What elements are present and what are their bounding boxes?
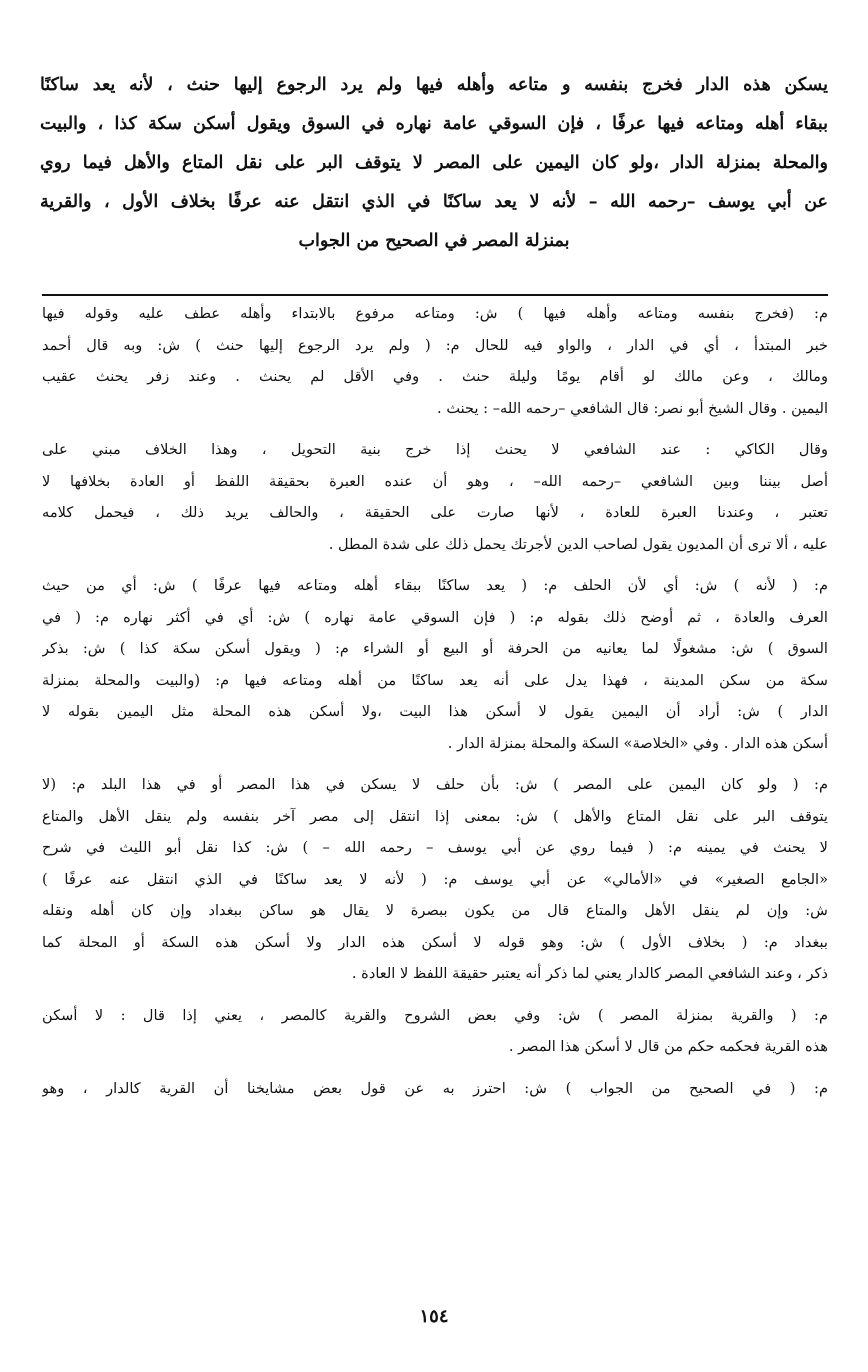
commentary-line: يتوقف البر على نقل المتاع والأهل ) ش: بمعنى إذا انتقل إلى مصر آخر بنفسه ولم ينقل الأهل والمتاع: [42, 807, 828, 825]
commentary-paragraph: [42, 1000, 828, 1063]
commentary-line: وقال الكاكي : عند الشافعي لا يحنث إذا خرج بنية التحويل ، وهذا الخلاف مبني على: [42, 441, 828, 458]
commentary-line: ومالك ، وعن مالك لو أقام يومًا وليلة حنث . وفي الأقل لم يحنث . وعند زفر يحنث عقيب: [42, 368, 828, 385]
main-text-line: والمحلة بمنزلة الدار ،ولو كان اليمين على المصر لا يتوقف البر على نقل المتاع والأهل فيما روي: [40, 153, 828, 173]
commentary-paragraph: [42, 1073, 828, 1105]
commentary-line: م: ( لأنه ) ش: أي لأن الحلف م: ( يعد ساكنًا ببقاء أهله ومتاعه فيها عرفًا ) ش: أي من حيث: [42, 577, 828, 594]
main-text-line: بمنزلة المصر في الصحيح من الجواب: [298, 231, 570, 251]
commentary-line: لا يحنث في يمينه م: ( فيما روي عن أبي يوسف – رحمه الله – ) ش: كذا نقل أبو الليث في شرح: [42, 839, 828, 856]
main-text-block: [40, 66, 828, 261]
commentary-paragraph: [42, 434, 828, 560]
commentary-paragraph: [42, 570, 828, 759]
commentary-line: اليمين . وقال الشيخ أبو نصر: قال الشافعي –رحمه الله– : يحنث .: [437, 399, 828, 417]
commentary-line: م: ( والقرية بمنزلة المصر ) ش: وفي بعض الشروح والقرية كالمصر ، يعني إذا قال : لا أسكن: [42, 1006, 828, 1024]
commentary-line: م: ( ولو كان اليمين على المصر ) ش: بأن حلف لا يسكن في هذا المصر أو في هذا البلد م: (لا: [42, 776, 828, 793]
commentary-line: ش: وإن لم ينقل الأهل والمتاع قال من يكون ببصرة لا يقال هو ساكن ببغداد وإن كان أهله ونقله: [42, 902, 828, 919]
main-text-line: ببقاء أهله ومتاعه فيها عرفًا ، فإن السوقي عامة نهاره في السوق ويقول أسكن سكة كذا ، والبيت: [40, 114, 828, 134]
main-text-line: يسكن هذه الدار فخرج بنفسه و متاعه وأهله فيها ولم يرد الرجوع إليها حنث ، لأنه يعد ساكنًا: [40, 75, 828, 95]
commentary-line: هذه القرية فحكمه حكم من قال لا أسكن هذا المصر .: [508, 1038, 828, 1055]
commentary-line: ذكر ، وعند الشافعي المصر كالدار يعني لما ذكر أنه يعتبر حقيقة اللفظ لا العادة .: [351, 965, 828, 982]
commentary-line: أصل بيننا وبين الشافعي –رحمه الله– ، وهو أن عنده العبرة بحقيقة اللفظ أو العادة بخلافها لا: [42, 472, 828, 490]
commentary-line: م: (فخرج بنفسه ومتاعه وأهله فيها ) ش: ومتاعه مرفوع بالابتداء وأهله عطف عليه وقوله فيها: [42, 305, 828, 322]
commentary-line: خبر المبتدأ ، أي في الدار ، والواو فيه للحال م: ( ولم يرد الرجوع إليها حنث ) ش: وبه قال أحمد: [42, 336, 828, 354]
commentary-line: ببغداد م: ( بخلاف الأول ) ش: وهو قوله لا أسكن هذه الدار ولا أسكن هذه السكة أو المحلة كما: [42, 933, 828, 951]
separator-rule: [42, 294, 828, 296]
commentary-line: عليه ، ألا ترى أن المديون يقول لصاحب الدين لأجرتك يحمل ذلك على شدة المطل .: [328, 535, 828, 553]
commentary-paragraph: [42, 769, 828, 990]
commentary-line: الدار ) ش: أراد أن اليمين يقول لا أسكن هذا البيت ،ولا أسكن هذه المحلة مثل اليمين بقوله لا: [42, 703, 828, 720]
main-text-line: عن أبي يوسف –رحمه الله – لأنه لا يعد ساكنًا في الذي انتقل عنه عرفًا بخلاف الأول ، والقرية: [40, 192, 828, 212]
commentary-line: سكة من سكن المدينة ، فهذا يدل على أنه يعد ساكنًا من أهله ومتاعه فيها م: (والبيت والمحلة بمنزلة: [42, 671, 828, 689]
commentary-line: م: ( في الصحيح من الجواب ) ش: احترز به عن قول بعض مشايخنا أن القرية كالدار ، وهو: [42, 1079, 828, 1097]
commentary-line: «الجامع الصغير» في «الأمالي» عن أبي يوسف م: ( لأنه لا يعد ساكنًا في الذي انتقل عنه عرفًا ): [42, 870, 828, 888]
commentary-line: تعتبر ، وعندنا العبرة للعادة ، لأنها صارت على الحقيقة ، والحالف يريد ذلك ، فيحمل كلامه: [42, 504, 828, 521]
commentary-block: [42, 298, 828, 1114]
commentary-line: السوق ) ش: مشغولًا لما يعانيه من الحرفة أو البيع أو الشراء م: ( ويقول أسكن سكة كذا ) ش: بذكر: [42, 640, 828, 657]
commentary-line: العرف والعادة ، ثم أوضح ذلك بقوله م: ( فإن السوقي عامة نهاره ) ش: أي في أكثر نهاره م: ( في: [42, 608, 828, 626]
page-number: ١٥٤: [419, 1306, 449, 1327]
commentary-paragraph: [42, 298, 828, 424]
commentary-line: أسكن هذه الدار . وفي «الخلاصة» السكة والمحلة بمنزلة الدار .: [447, 734, 828, 752]
